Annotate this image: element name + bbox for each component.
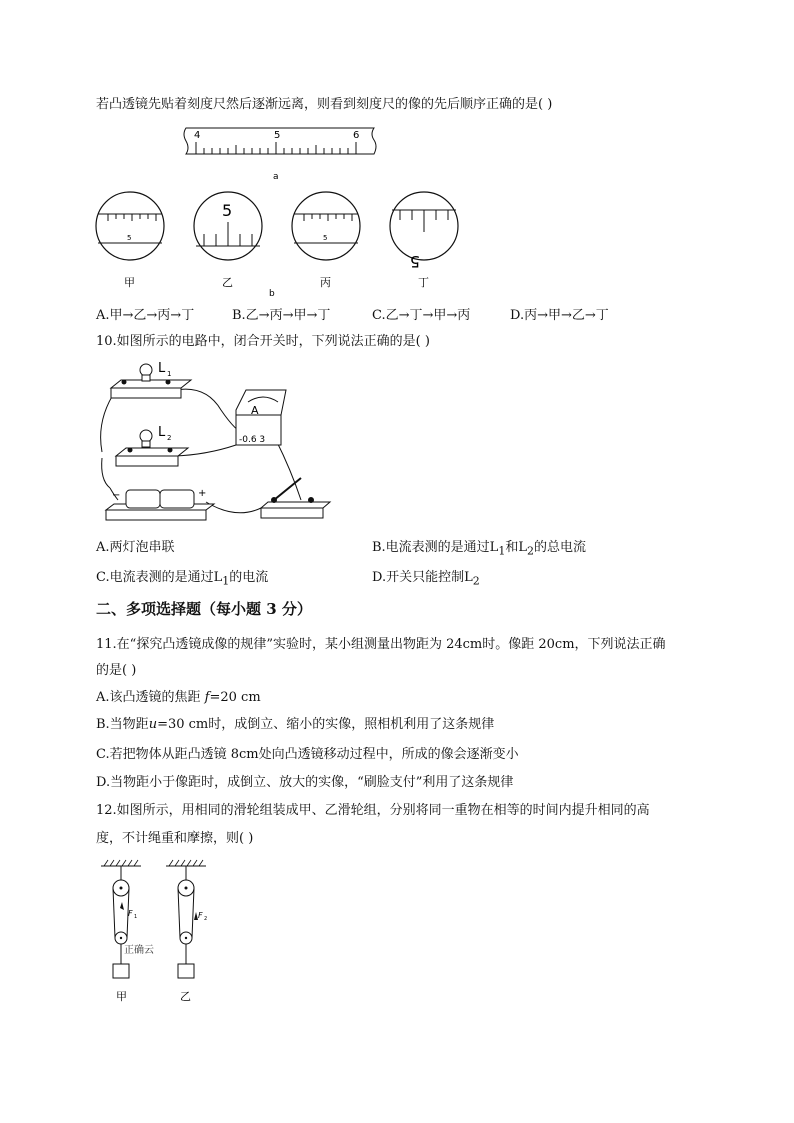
lens-jia <box>96 192 164 289</box>
ammeter-label: A <box>251 404 259 417</box>
lens-views-figure-b <box>94 190 474 298</box>
force-f1-sub: 1 <box>134 914 138 920</box>
lens-bing-number: 5 <box>323 234 328 242</box>
figure-a-label: a <box>273 172 279 182</box>
lens-bing <box>292 192 360 289</box>
lamp-l2-label: L <box>158 425 166 440</box>
q11-stem-line2: 的是( ) <box>96 663 137 678</box>
figure-b-label: b <box>269 289 275 298</box>
ruler-figure-a <box>180 124 380 184</box>
lens-ding <box>390 192 458 289</box>
q11-option-a[interactable]: A.该凸透镜的焦距 f=20 cm <box>96 690 261 705</box>
lens-bing-label: 丙 <box>320 276 331 289</box>
q11-option-b[interactable]: B.当物距u=30 cm时，成倒立、缩小的实像，照相机利用了这条规律 <box>96 717 495 732</box>
watermark-text: 正确云 <box>124 945 154 956</box>
lamp-l1-sub: 1 <box>167 370 172 378</box>
q11-option-d[interactable]: D.当物距小于像距时，成倒立、放大的实像，“刷脸支付”利用了这条规律 <box>96 775 514 790</box>
battery <box>106 488 214 520</box>
force-f2-sub: 2 <box>204 916 208 922</box>
force-f2: F <box>198 911 203 920</box>
q10-option-c[interactable]: C.电流表测的是通过$L_1$的电流 <box>96 570 269 588</box>
lens-ding-label: 丁 <box>418 276 429 289</box>
battery-plus: + <box>198 488 207 499</box>
q10-option-d[interactable]: D.开关只能控制$L_2$ <box>372 570 480 588</box>
pulley-figure <box>96 858 216 1008</box>
pulley-label-yi: 乙 <box>180 990 191 1003</box>
q11-stem-line1: 11.在“探究凸透镜成像的规律”实验时，某小组测量出物距为 24cm时。像距 20cm，下列说法正确 <box>96 637 666 652</box>
q9-option-d[interactable]: D.丙→甲→乙→丁 <box>510 308 609 323</box>
q10-option-a[interactable]: A.两灯泡串联 <box>96 540 175 555</box>
ruler-tick-5: 5 <box>274 130 281 141</box>
lens-yi-label: 乙 <box>222 276 233 289</box>
lamp-l1-label: L <box>158 361 166 376</box>
lens-yi <box>194 192 262 289</box>
q12-stem-line1: 12.如图所示，用相同的滑轮组装成甲、乙滑轮组，分别将同一重物在相等的时间内提升相同的高 <box>96 803 650 818</box>
q11-option-c[interactable]: C.若把物体从距凸透镜 8cm处向凸透镜移动过程中，所成的像会逐渐变小 <box>96 747 519 762</box>
q9-stem: 若凸透镜先贴着刻度尺然后逐渐远离，则看到刻度尺的像的先后顺序正确的是( ) <box>96 97 553 112</box>
ruler-tick-4: 4 <box>194 130 201 141</box>
q9-option-c[interactable]: C.乙→丁→甲→丙 <box>372 308 471 323</box>
q9-option-a[interactable]: A.甲→乙→丙→丁 <box>96 308 195 323</box>
lamp-l2-sub: 2 <box>167 434 172 442</box>
ammeter <box>236 390 286 445</box>
battery-minus: − <box>112 490 121 501</box>
lens-yi-number: 5 <box>222 201 233 220</box>
q10-option-b[interactable]: B.电流表测的是通过$L_1$和$L_2$的总电流 <box>372 540 586 558</box>
lens-jia-number: 5 <box>127 234 132 242</box>
ruler-tick-6: 6 <box>353 130 360 141</box>
force-f1: F <box>128 909 133 918</box>
pulley-label-jia: 甲 <box>116 990 127 1003</box>
q12-stem-line2: 度，不计绳重和摩擦，则( ) <box>96 831 254 846</box>
lens-ding-number: 5 <box>409 252 420 271</box>
lens-jia-label: 甲 <box>124 276 135 289</box>
q9-option-b[interactable]: B.乙→丙→甲→丁 <box>232 308 331 323</box>
circuit-figure <box>96 360 336 530</box>
section-2-title: 二、多项选择题（每小题 3 分） <box>96 600 312 618</box>
q10-stem: 10.如图所示的电路中，闭合开关时，下列说法正确的是( ) <box>96 334 430 349</box>
ammeter-terminals: -0.6 3 <box>239 435 266 445</box>
